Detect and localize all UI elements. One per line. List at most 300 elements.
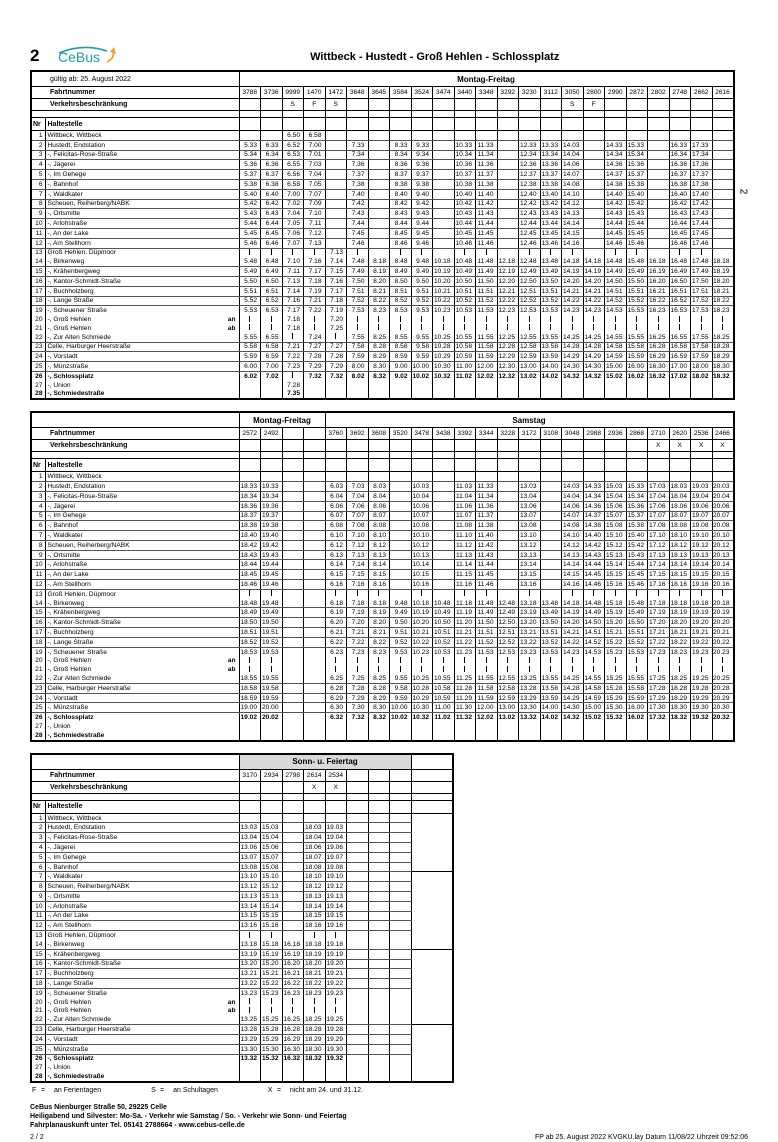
time-cell: 19.08	[691, 521, 713, 531]
time-cell	[282, 882, 304, 892]
time-cell	[540, 722, 562, 731]
time-cell: 12.34	[519, 150, 541, 160]
time-cell	[497, 550, 519, 560]
time-cell: 11.16	[454, 580, 476, 590]
time-cell	[304, 637, 326, 647]
time-cell: 14.58	[583, 683, 605, 693]
spacer-cell	[605, 452, 627, 459]
time-cell: 7.32	[325, 371, 347, 380]
trailing-cell	[411, 781, 453, 793]
time-cell: 9.50	[411, 276, 433, 286]
spacer-cell	[347, 111, 369, 118]
time-cell: 6.52	[261, 296, 283, 306]
legend-equals: =	[276, 1086, 281, 1094]
time-cell: 18.12	[669, 540, 691, 550]
time-cell: 20.23	[712, 647, 734, 656]
time-cell: 6.30	[325, 703, 347, 713]
spacer-cell	[31, 111, 239, 118]
time-cell	[347, 988, 369, 997]
time-cell: 8.18	[368, 257, 390, 266]
time-cell: 8.07	[368, 511, 390, 521]
fahrtnummer-cell: 1470	[304, 87, 326, 99]
time-cell	[304, 674, 326, 683]
time-cell: 8.34	[390, 150, 412, 160]
stop-nr-cell: 25	[31, 703, 45, 713]
header-grid-cell	[282, 459, 304, 472]
time-cell: 14.25	[562, 333, 584, 342]
no-stop-bar-icon	[314, 1007, 315, 1013]
time-cell: 14.03	[562, 140, 584, 150]
time-cell: 16.28	[648, 342, 670, 352]
header-grid-cell	[476, 118, 498, 131]
time-cell	[691, 131, 713, 141]
time-cell: 8.30	[368, 362, 390, 372]
no-stop-bar-icon	[486, 316, 487, 322]
time-cell: 6.43	[261, 209, 283, 219]
no-stop-bar-icon	[701, 316, 702, 322]
restriction-cell	[390, 440, 412, 452]
time-cell	[540, 521, 562, 531]
time-cell: 16.58	[669, 342, 691, 352]
time-cell	[325, 472, 347, 482]
time-cell: 15.30	[261, 1044, 283, 1054]
no-stop-bar-icon	[249, 249, 250, 255]
time-cell: 10.07	[411, 511, 433, 521]
time-cell: 13.19	[239, 949, 261, 959]
time-cell: 11.38	[476, 179, 498, 189]
time-cell	[347, 589, 369, 598]
time-cell: 5.45	[239, 228, 261, 238]
time-cell: 17.02	[669, 371, 691, 380]
no-stop-bar-icon	[464, 590, 465, 596]
no-stop-bar-icon	[572, 657, 573, 663]
time-cell: 11.19	[454, 608, 476, 618]
fahrtnummer-cell: 3645	[368, 87, 390, 99]
time-cell: 18.28	[712, 342, 734, 352]
restriction-cell	[454, 440, 476, 452]
restriction-cell	[347, 99, 369, 111]
time-cell	[605, 589, 627, 598]
time-cell: 12.46	[519, 238, 541, 248]
spacer-cell	[282, 793, 304, 800]
time-cell: 20.02	[261, 713, 283, 722]
time-cell: 18.34	[239, 491, 261, 501]
stop-name-cell: -, Ortsmitte	[45, 209, 239, 219]
spacer-cell	[476, 111, 498, 118]
time-cell: 17.25	[648, 674, 670, 683]
fahrtnummer-cell: 3520	[390, 428, 412, 440]
time-cell	[562, 131, 584, 141]
restriction-cell	[691, 99, 713, 111]
time-cell: 7.16	[325, 276, 347, 286]
stop-name-cell: -, Münzstraße	[45, 362, 239, 372]
time-cell: 16.00	[626, 703, 648, 713]
time-cell	[282, 713, 304, 722]
time-cell: 18.32	[304, 1054, 326, 1063]
time-cell: 11.38	[476, 521, 498, 531]
header-grid-cell	[433, 118, 455, 131]
time-cell: 12.49	[519, 267, 541, 277]
time-cell	[390, 722, 412, 731]
time-cell	[497, 665, 519, 674]
restriction-cell	[454, 99, 476, 111]
no-stop-bar-icon	[249, 657, 250, 663]
time-cell	[497, 531, 519, 541]
time-cell	[433, 228, 455, 238]
time-cell	[583, 189, 605, 199]
time-cell: 15.04	[261, 833, 283, 843]
time-cell: 14.14	[562, 219, 584, 229]
time-cell: 12.00	[476, 703, 498, 713]
time-cell: 5.40	[239, 189, 261, 199]
time-cell: 10.40	[454, 189, 476, 199]
time-cell: 17.23	[648, 647, 670, 656]
time-cell: 12.55	[497, 674, 519, 683]
stop-name-cell: -, Scheuener Straße	[45, 306, 239, 315]
time-cell: 12.33	[519, 140, 541, 150]
time-cell: 7.03	[347, 482, 369, 492]
time-cell	[282, 371, 304, 380]
time-cell: 7.36	[347, 160, 369, 170]
time-cell	[411, 315, 433, 324]
time-cell: 14.00	[540, 362, 562, 372]
stop-name-cell: -, Krähenbergweg	[45, 949, 239, 959]
restriction-cell: S	[325, 99, 347, 111]
stop-name-cell: -, Jägerei	[45, 160, 239, 170]
time-cell: 19.29	[325, 1034, 347, 1044]
time-cell: 7.29	[347, 693, 369, 703]
no-stop-bar-icon	[378, 324, 379, 330]
time-cell: 8.45	[390, 228, 412, 238]
time-cell: 18.22	[669, 637, 691, 647]
time-cell: 11.37	[476, 170, 498, 180]
time-cell: 18.29	[712, 352, 734, 362]
time-cell: 16.38	[669, 179, 691, 189]
time-cell	[239, 998, 261, 1007]
time-cell: 10.02	[411, 371, 433, 380]
fahrtnummer-cell: 2934	[261, 769, 283, 781]
time-cell: 17.12	[648, 540, 670, 550]
restriction-label: Verkehrsbeschränkung	[31, 440, 239, 452]
time-cell	[390, 882, 412, 892]
time-cell: 10.49	[454, 267, 476, 277]
time-cell: 10.00	[411, 362, 433, 372]
stop-name-cell: Wittbeck, Wittbeck	[45, 131, 239, 141]
time-cell	[540, 656, 562, 665]
stop-row-15	[31, 949, 453, 959]
time-cell: 5.38	[239, 179, 261, 189]
time-cell	[347, 1015, 369, 1024]
spacer-cell	[325, 793, 347, 800]
time-cell: 7.18	[282, 324, 304, 333]
stop-name-cell: -, Arlohstraße	[45, 219, 239, 229]
time-cell: 14.34	[583, 491, 605, 501]
no-stop-bar-icon	[271, 657, 272, 663]
time-cell: 16.22	[648, 296, 670, 306]
time-cell: 5.49	[239, 267, 261, 277]
time-cell: 8.49	[390, 267, 412, 277]
time-cell	[347, 823, 369, 833]
time-cell	[347, 872, 369, 882]
time-cell: 19.14	[325, 901, 347, 911]
no-stop-bar-icon	[292, 249, 293, 255]
restriction-cell	[239, 440, 261, 452]
time-cell: 15.08	[605, 521, 627, 531]
time-cell: 18.50	[239, 618, 261, 628]
stop-nr-cell: 5	[31, 511, 45, 521]
stop-row-23	[31, 342, 734, 352]
header-grid-cell	[669, 459, 691, 472]
time-cell: 15.40	[626, 189, 648, 199]
time-cell: 14.10	[562, 531, 584, 541]
time-cell	[390, 1072, 412, 1082]
stop-name-cell	[45, 1007, 239, 1016]
time-cell	[691, 589, 713, 598]
time-cell: 11.06	[454, 501, 476, 511]
time-cell	[390, 969, 412, 979]
time-cell: 12.25	[497, 333, 519, 342]
time-cell: 8.10	[368, 531, 390, 541]
time-cell: 17.10	[648, 531, 670, 541]
fahrtnummer-cell: 2990	[605, 87, 627, 99]
no-stop-bar-icon	[486, 249, 487, 255]
time-cell: 9.33	[411, 140, 433, 150]
time-cell: 8.08	[368, 521, 390, 531]
time-cell	[390, 589, 412, 598]
time-cell	[390, 570, 412, 580]
time-cell: 14.12	[562, 199, 584, 209]
stop-nr-cell: 3	[31, 833, 45, 843]
time-cell: 7.10	[282, 257, 304, 266]
stop-nr-cell: 10	[31, 219, 45, 229]
trailing-cell	[411, 901, 453, 911]
time-cell: 14.19	[562, 267, 584, 277]
time-cell: 12.45	[519, 228, 541, 238]
time-cell: 11.02	[454, 371, 476, 380]
stop-name-cell: -, Union	[45, 1063, 239, 1072]
time-cell	[325, 381, 347, 390]
stop-nr-cell: 24	[31, 693, 45, 703]
cebus-logo-graphic	[55, 45, 121, 66]
time-cell: 7.28	[347, 683, 369, 693]
timetable-2	[30, 411, 735, 741]
time-cell: 15.25	[261, 1015, 283, 1024]
time-cell: 12.52	[519, 296, 541, 306]
time-cell: 14.37	[583, 511, 605, 521]
time-cell	[433, 238, 455, 248]
no-stop-bar-icon	[378, 657, 379, 663]
header-grid-cell	[583, 118, 605, 131]
header-grid-cell	[519, 118, 541, 131]
no-stop-bar-icon	[486, 324, 487, 330]
time-cell: 11.25	[454, 674, 476, 683]
trailing-cell	[411, 1054, 453, 1063]
time-cell	[433, 521, 455, 531]
time-cell: 14.45	[583, 570, 605, 580]
time-cell: 11.44	[476, 219, 498, 229]
stop-name-cell: Scheuen, Reiherberg/NABK	[45, 882, 239, 892]
stop-name-cell: -, Felicitas-Rose-Straße	[45, 491, 239, 501]
time-cell: 8.58	[390, 342, 412, 352]
stop-row-26	[31, 713, 734, 722]
time-cell	[368, 998, 390, 1007]
time-cell: 17.38	[691, 179, 713, 189]
header-grid-cell	[368, 118, 390, 131]
time-cell: 18.58	[239, 683, 261, 693]
fahrtnummer-cell: 3788	[239, 87, 261, 99]
time-cell	[497, 179, 519, 189]
spacer-cell	[239, 452, 261, 459]
time-cell: 13.53	[540, 647, 562, 656]
time-cell: 15.59	[626, 352, 648, 362]
time-cell	[347, 862, 369, 872]
time-cell: 13.14	[239, 901, 261, 911]
time-cell	[476, 390, 498, 400]
time-cell	[304, 521, 326, 531]
time-cell	[519, 315, 541, 324]
stop-name-cell: -, Kantor-Schmidt-Straße	[45, 276, 239, 286]
time-cell: 18.40	[239, 531, 261, 541]
time-cell	[368, 911, 390, 921]
time-cell	[497, 170, 519, 180]
time-cell	[411, 131, 433, 141]
trailing-cell	[411, 852, 453, 862]
stop-name-cell: -, Bahnhof	[45, 862, 239, 872]
time-cell	[368, 959, 390, 969]
time-cell: 12.00	[476, 362, 498, 372]
time-cell: 7.19	[347, 608, 369, 618]
time-cell: 14.36	[605, 160, 627, 170]
time-cell: 8.28	[368, 342, 390, 352]
time-cell: 18.06	[304, 843, 326, 853]
fahrtnummer-cell: 1472	[325, 87, 347, 99]
time-cell	[669, 656, 691, 665]
time-cell: 7.08	[347, 521, 369, 531]
time-cell: 8.23	[368, 306, 390, 315]
time-cell	[454, 390, 476, 400]
time-cell: 12.21	[497, 286, 519, 296]
time-cell: 16.51	[669, 286, 691, 296]
time-cell	[669, 324, 691, 333]
header-grid-cell	[562, 118, 584, 131]
time-cell: 17.28	[648, 683, 670, 693]
time-cell: 7.05	[304, 179, 326, 189]
time-cell: 7.02	[282, 199, 304, 209]
legend-equals: =	[41, 1086, 46, 1094]
fahrtnummer-cell	[282, 428, 304, 440]
stop-row-14	[31, 599, 734, 608]
stop-name-cell: -, Union	[45, 381, 239, 390]
time-cell: 12.40	[519, 189, 541, 199]
spacer-cell	[712, 452, 734, 459]
time-cell: 13.59	[540, 693, 562, 703]
time-cell: 15.46	[626, 238, 648, 248]
time-cell	[712, 390, 734, 400]
time-cell: 13.33	[540, 140, 562, 150]
fahrtnummer-cell: 3048	[562, 428, 584, 440]
time-cell	[390, 979, 412, 989]
time-cell	[368, 969, 390, 979]
stop-nr-cell: 6	[31, 179, 45, 189]
time-cell	[583, 324, 605, 333]
no-stop-bar-icon	[464, 316, 465, 322]
time-cell: 14.33	[583, 482, 605, 492]
time-cell: 6.04	[325, 491, 347, 501]
time-cell: 18.12	[304, 882, 326, 892]
stop-name-cell: Celle, Harburger Heerstraße	[45, 342, 239, 352]
time-cell: 10.29	[411, 693, 433, 703]
time-cell: 7.15	[347, 570, 369, 580]
fahrtnummer-label: Fahrtnummer	[31, 769, 239, 781]
time-cell: 18.30	[712, 362, 734, 372]
time-cell	[669, 390, 691, 400]
stop-nr-cell: 12	[31, 921, 45, 931]
time-cell	[368, 940, 390, 949]
time-cell: 19.22	[691, 637, 713, 647]
time-cell	[433, 580, 455, 590]
time-cell: 9.37	[411, 170, 433, 180]
header-grid-cell	[648, 459, 670, 472]
time-cell	[454, 665, 476, 674]
stop-nr-cell: 8	[31, 540, 45, 550]
time-cell: 20.21	[712, 628, 734, 638]
stop-row-15	[31, 267, 734, 277]
time-cell: 16.25	[282, 1015, 304, 1024]
time-cell	[304, 722, 326, 731]
time-cell: 8.00	[347, 362, 369, 372]
validity-label: gültig ab: 25. August 2022	[31, 71, 239, 87]
spacer-cell	[669, 452, 691, 459]
time-cell	[347, 998, 369, 1007]
footer	[30, 1103, 748, 1142]
no-stop-bar-icon	[271, 324, 272, 330]
time-cell: 5.59	[239, 352, 261, 362]
stop-name-cell: -, Schlossplatz	[45, 371, 239, 380]
time-cell: 17.59	[691, 352, 713, 362]
time-cell: 13.06	[519, 501, 541, 511]
time-cell	[605, 381, 627, 390]
time-cell: 7.14	[325, 257, 347, 266]
stop-name-cell: Hustedt, Endstation	[45, 140, 239, 150]
time-cell: 17.49	[691, 267, 713, 277]
time-cell: 20.29	[712, 693, 734, 703]
time-cell	[648, 199, 670, 209]
time-cell: 8.20	[368, 618, 390, 628]
time-cell: 19.18	[325, 940, 347, 949]
stop-row-25	[31, 1044, 453, 1054]
time-cell: 18.22	[712, 296, 734, 306]
stop-nr-cell: 4	[31, 843, 45, 853]
time-cell	[325, 160, 347, 170]
stop-row-19	[31, 647, 734, 656]
time-cell: 6.22	[325, 637, 347, 647]
time-cell	[605, 131, 627, 141]
time-cell	[712, 140, 734, 150]
no-stop-bar-icon	[636, 324, 637, 330]
time-cell: 15.12	[605, 540, 627, 550]
time-cell: 15.43	[626, 209, 648, 219]
time-cell: 7.12	[304, 228, 326, 238]
time-cell	[239, 722, 261, 731]
time-cell: 13.32	[239, 1054, 261, 1063]
time-cell: 7.28	[304, 352, 326, 362]
time-cell: 18.23	[304, 988, 326, 997]
time-cell: 18.23	[712, 306, 734, 315]
time-cell: 16.32	[648, 371, 670, 380]
fahrtnummer-cell	[304, 428, 326, 440]
time-cell: 18.29	[304, 1034, 326, 1044]
time-cell: 19.20	[325, 959, 347, 969]
